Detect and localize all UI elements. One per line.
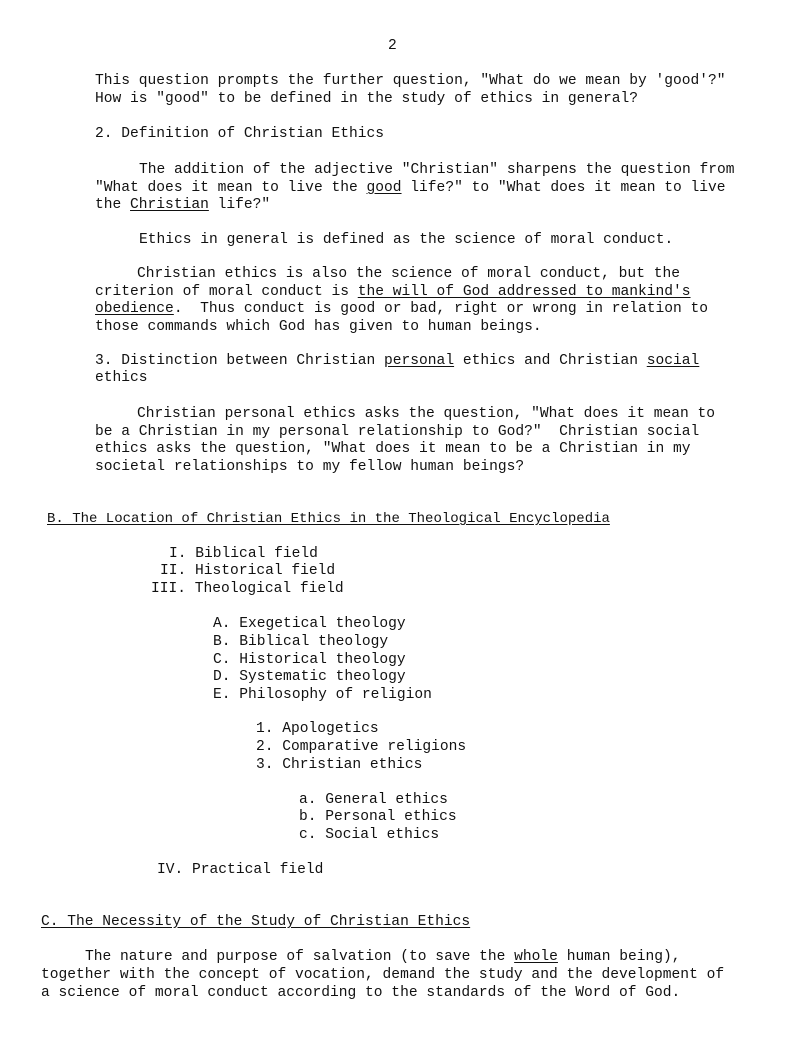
underlined-good: good [366, 180, 402, 196]
intro-line-2: How is "good" to be defined in the study of ethics in general? [95, 91, 638, 107]
outline-letter-a: A. Exegetical theology [213, 616, 406, 632]
section-3-heading-line2: ethics [95, 370, 148, 386]
section-c-line2: together with the concept of vocation, demand the study and the development of [41, 967, 725, 983]
section-c-heading: C. The Necessity of the Study of Christian Ethics [41, 914, 471, 930]
section-c-line1 [85, 949, 681, 967]
outline-lower-a: a. General ethics [299, 792, 448, 808]
section-3-para-line1: Christian personal ethics asks the question, "What does it mean to [137, 406, 716, 422]
section-2-para1-line2 [95, 180, 726, 198]
section-2-para3-line1: Christian ethics is also the science of moral conduct, but the [137, 266, 680, 282]
outline-number-2: 2. Comparative religions [256, 739, 467, 755]
outline-letter-c: C. Historical theology [213, 652, 406, 668]
text-run: "What does it mean to live the [95, 180, 367, 196]
outline-roman-i: I. Biblical field [169, 546, 318, 562]
text-run: life?" to "What does it mean to live [401, 180, 726, 196]
outline-number-1: 1. Apologetics [256, 721, 379, 737]
section-2-para1-line3 [95, 197, 270, 215]
section-3-para-line3: ethics asks the question, "What does it mean to be a Christian in my [95, 441, 691, 457]
outline-roman-ii: II. Historical field [160, 563, 336, 579]
intro-line-1: This question prompts the further question, "What do we mean by 'good'?" [95, 73, 726, 89]
page-number: 2 [388, 38, 397, 54]
underlined-social: social [646, 353, 700, 369]
outline-letter-b: B. Biblical theology [213, 634, 389, 650]
text-run: . Thus conduct is good or bad, right or wrong in relation to [173, 301, 709, 317]
underlined-will-of-god: the will of God addressed to mankind's [357, 284, 691, 300]
section-3-heading [95, 353, 699, 371]
underlined-obedience: obedience [95, 301, 174, 317]
text-run: the [95, 197, 131, 213]
outline-lower-c: c. Social ethics [299, 827, 440, 843]
section-3-para-line2: be a Christian in my personal relationship to God?" Christian social [95, 424, 700, 440]
underlined-christian: Christian [130, 197, 209, 213]
text-run: human being), [557, 949, 681, 965]
section-b-heading: B. The Location of Christian Ethics in the Theological Encyclopedia [47, 511, 610, 527]
outline-letter-d: D. Systematic theology [213, 669, 406, 685]
text-run: criterion of moral conduct is [95, 284, 358, 300]
section-2-heading: 2. Definition of Christian Ethics [95, 126, 385, 142]
section-2-para3-line2 [95, 284, 691, 302]
outline-number-3: 3. Christian ethics [256, 757, 423, 773]
section-3-para-line4: societal relationships to my fellow human beings? [95, 459, 525, 475]
outline-lower-b: b. Personal ethics [299, 809, 457, 825]
section-2-para3-line4: those commands which God has given to human beings. [95, 319, 542, 335]
section-c-line3: a science of moral conduct according to the standards of the Word of God. [41, 985, 681, 1001]
outline-roman-iv: IV. Practical field [157, 862, 324, 878]
underlined-whole: whole [514, 949, 558, 965]
outline-letter-e: E. Philosophy of religion [213, 687, 432, 703]
text-run: 3. Distinction between Christian [95, 353, 385, 369]
section-2-para3-line3 [95, 301, 708, 319]
text-run: life?" [208, 197, 271, 213]
text-run: ethics and Christian [454, 353, 647, 369]
outline-roman-iii: III. Theological field [151, 581, 344, 597]
text-run: The nature and purpose of salvation (to save the [85, 949, 515, 965]
underlined-personal: personal [384, 353, 455, 369]
section-2-para2: Ethics in general is defined as the science of moral conduct. [139, 232, 674, 248]
section-2-para1-line1: The addition of the adjective "Christian" sharpens the question from [139, 162, 735, 178]
